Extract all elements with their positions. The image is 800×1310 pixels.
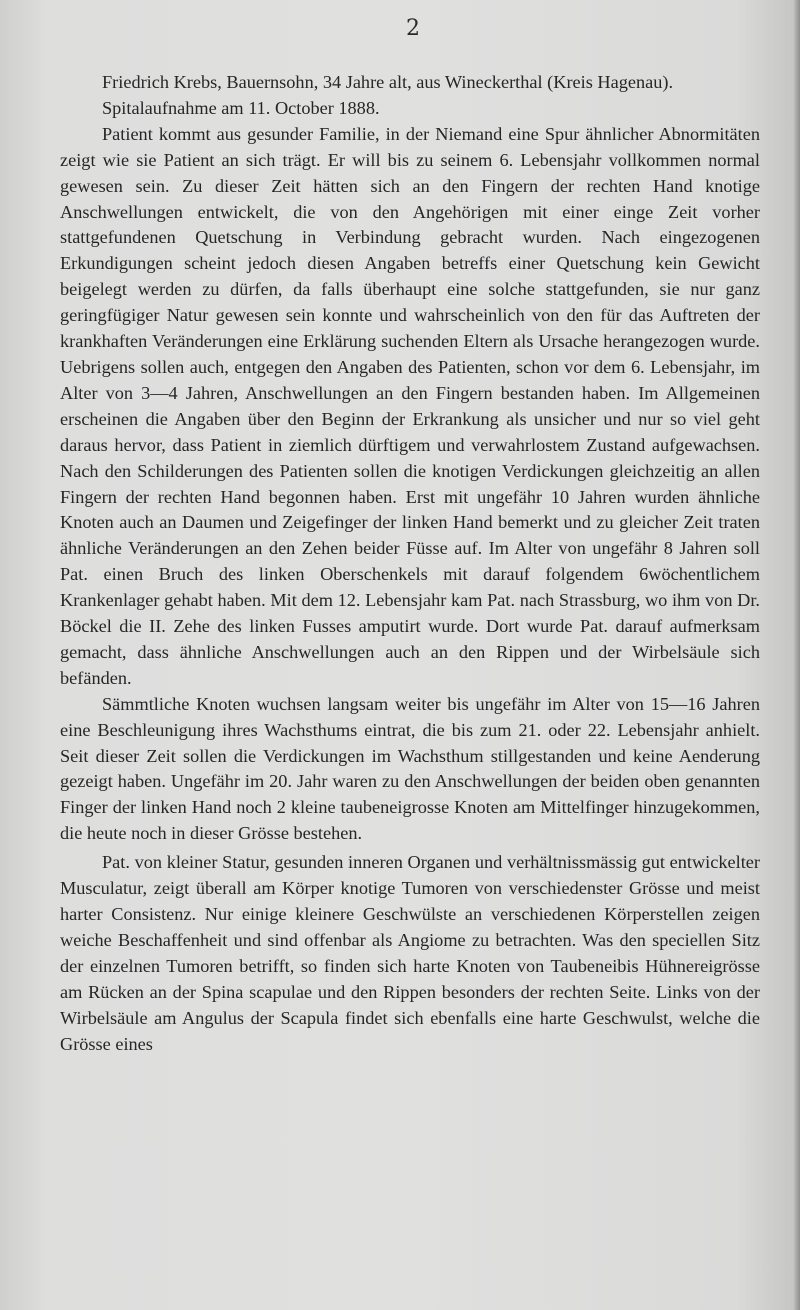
body-text <box>60 70 760 1057</box>
page-edge-shadow <box>794 0 800 1310</box>
page-number: 2 <box>406 16 420 41</box>
paragraph-history: Patient kommt aus gesunder Familie, in der Niemand eine Spur ähnlicher Abnormitäten zeigt wie sie Patient an sich trägt. Er will bis zu seinem 6. Lebensjahr vollkommen normal gewesen sein. Zu dieser Zeit hätten sich an den Fingern der rechten Hand knotige Anschwellungen entwickelt, die von den Angehörigen mit einer einge Zeit vorher stattgefundenen Quetschung in Verbindung gebracht wurden. Nach eingezogenen Erkundigungen scheint jedoch diesen Angaben betreffs einer Quetschung kein Gewicht beigelegt werden zu dürfen, da falls überhaupt eine solche stattgefunden, sie nur ganz geringfügiger Natur gewesen sein konnte und wahrscheinlich von den für das Auftreten der krankhaften Veränderungen eine Erklärung suchenden Eltern als Ursache herangezogen wurde. Uebrigens sollen auch, entgegen den Angaben des Patienten, schon vor dem 6. Lebensjahr, im Alter von 3—4 Jahren, Anschwellungen an den Fingern bestanden haben. Im Allgemeinen erscheinen die Angaben über den Beginn der Erkrankung als unsicher und nur so viel geht daraus hervor, dass Patient in ziemlich dürftigem und verwahrlostem Zustand aufgewachsen. Nach den Schilderungen des Patienten sollen die knotigen Verdickungen gleichzeitig an allen Fingern der rechten Hand begonnen haben. Erst mit ungefähr 10 Jahren wurden ähnliche Knoten auch an Daumen und Zeigefinger der linken Hand bemerkt und zu gleicher Zeit traten ähnliche Veränderungen an den Zehen beider Füsse auf. Im Alter von ungefähr 8 Jahren soll Pat. einen Bruch des linken Oberschenkels mit darauf folgendem 6wöchentlichem Krankenlager gehabt haben. Mit dem 12. Lebensjahr kam Pat. nach Strassburg, wo ihm von Dr. Böckel die II. Zehe des linken Fusses amputirt wurde. Dort wurde Pat. darauf aufmerksam gemacht, dass ähnliche Anschwellungen auch an den Rippen und der Wirbelsäule sich befänden. <box>60 123 760 688</box>
paragraph-patient-intro: Friedrich Krebs, Bauernsohn, 34 Jahre alt, aus Wineckerthal (Kreis Hagenau). <box>102 72 674 92</box>
paragraph-examination: Pat. von kleiner Statur, gesunden inneren Organen und verhältnissmässig gut entwickelter Musculatur, zeigt überall am Körper knotige Tumoren von verschiedenster Grösse und meist harter Consistenz. Nur einige kleinere Geschwülste an verschiedenen Körperstellen zeigen weiche Beschaffenheit und sind offenbar als Angiome zu betrachten. Was den speciellen Sitz der einzelnen Tumoren betrifft, so finden sich harte Knoten von Taubeneibis Hühnereigrösse am Rücken an der Spina scapulae und den Rippen besonders der rechten Seite. Links von der Wirbelsäule am Angulus der Scapula findet sich ebenfalls eine harte Geschwulst, welche die Grösse eines <box>60 852 760 1054</box>
paragraph-admission-date: Spitalaufnahme am 11. October 1888. <box>102 97 380 118</box>
paragraph-growth: Sämmtliche Knoten wuchsen langsam weiter bis ungefähr im Alter von 15—16 Jahren eine Beschleunigung ihres Wachsthums eintrat, die bis zum 21. oder 22. Lebensjahr anhielt. Seit dieser Zeit sollen die Verdickungen im Wachsthum stillgestanden und keine Aenderung gezeigt haben. Ungefähr im 20. Jahr waren zu den Anschwellungen der beiden oben genannten Finger der linken Hand noch 2 kleine taubeneigrosse Knoten am Mittelfinger hinzugekommen, die heute noch in dieser Grösse bestehen. <box>60 693 760 844</box>
